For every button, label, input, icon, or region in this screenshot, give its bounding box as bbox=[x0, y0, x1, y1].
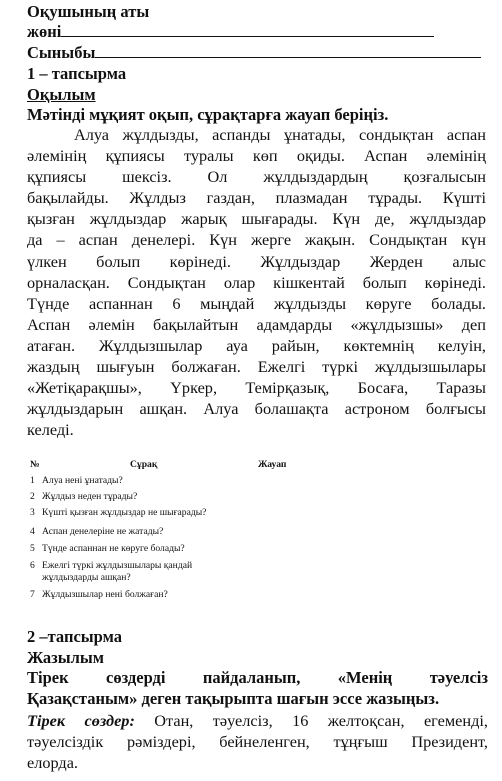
passage-line: атаған. Жұлдызшылар ауа райын, көктемнің келуін, bbox=[27, 335, 486, 355]
table-row: 4 Аспан денелеріне не жатады? bbox=[30, 526, 164, 537]
name-answer-line[interactable] bbox=[61, 23, 434, 37]
passage-line: жұлдыздарын ашқан. Алуа болашақта астроном болғысы bbox=[27, 399, 486, 419]
task2-section: Жазылым bbox=[27, 648, 105, 667]
passage-line: келеді. bbox=[27, 420, 74, 440]
passage-line: құпиясы шексіз. Ол жұлдыздардың қозғалысын bbox=[27, 167, 486, 187]
table-row: 5 Түнде аспаннан не көруге болады? bbox=[30, 543, 185, 554]
table-row: 1 Алуа нені ұнатады? bbox=[30, 475, 123, 486]
table-row: 6 Ежелгі түркі жұлдызшылары қандай bbox=[30, 560, 193, 571]
task2-title: 2 –тапсырма bbox=[27, 627, 122, 646]
passage-line: әлемінің құпиясы туралы көп оқиды. Аспан әлемінің bbox=[27, 146, 486, 166]
reading-passage bbox=[27, 124, 486, 440]
table-row: 3 Күшті қызған жұлдыздар не шығарады? bbox=[30, 507, 207, 518]
class-label: Сыныбы bbox=[27, 43, 481, 63]
table-row-continuation: жұлдыздарды ашқан? bbox=[42, 572, 131, 583]
table-header-answer: Жауап bbox=[258, 459, 287, 470]
task2-instruction: Тірек сөздерді пайдаланып, «Менің тәуелсіз Қазақстаным» деген тақырыпта шағын эссе жазыңыз. bbox=[27, 668, 488, 708]
passage-line: орналасқан. Сондықтан олар кішкентай болып көрінеді. bbox=[27, 272, 486, 292]
passage-line: Түнде аспаннан 6 мыңдай жұлдызды көруге болады. bbox=[27, 293, 486, 313]
table-row: 7 Жұлдызшылар нені болжаған? bbox=[30, 589, 168, 600]
task1-section: Оқылым bbox=[27, 85, 96, 104]
passage-line: Аспан әлемін бақылайтын адамдарды «жұлдызшы» деп bbox=[27, 314, 486, 334]
passage-line: «Жетіқарақшы», Үркер, Темірқазық, Босаға, Таразы bbox=[27, 378, 486, 398]
passage-line: Алуа жұлдызды, аспанды ұнатады, сондықтан аспан bbox=[74, 125, 486, 144]
keywords-label: Тірек сөздер: bbox=[27, 711, 135, 730]
table-header-num: № bbox=[30, 459, 40, 470]
task2-keywords: Тірек сөздер: Отан, тәуелсіз, 16 желтоқсан, егеменді, тәуелсіздік рәміздері, бейнеленген, тұңғыш Президент, елорда. bbox=[27, 711, 488, 772]
passage-line: қызған жұлдыздар жарық шығарады. Күн де, жұлдыздар bbox=[27, 209, 486, 229]
table-row: 2 Жұлдыз неден тұрады? bbox=[30, 491, 138, 502]
passage-line: үлкен болып көрінеді. Жұлдыздар Жерден алыс bbox=[27, 251, 486, 271]
passage-line: да – аспан денелері. Күн жерге жақын. Сондықтан күн bbox=[27, 230, 486, 250]
name-label: Оқушының аты bbox=[27, 2, 150, 21]
name-label-line2: жөні bbox=[27, 22, 434, 42]
task1-instruction: Мәтінді мұқият оқып, сұрақтарға жауап беріңіз. bbox=[27, 105, 389, 124]
task1-title: 1 – тапсырма bbox=[27, 64, 127, 83]
class-answer-line[interactable] bbox=[95, 44, 481, 58]
passage-line: жаздың шығуын болжаған. Ежелгі түркі жұлдызшылары bbox=[27, 357, 486, 377]
table-header-question: Сұрақ bbox=[130, 459, 158, 470]
passage-line: бақылайды. Жұлдыз газдан, плазмадан тұрады. Күшті bbox=[27, 188, 486, 208]
